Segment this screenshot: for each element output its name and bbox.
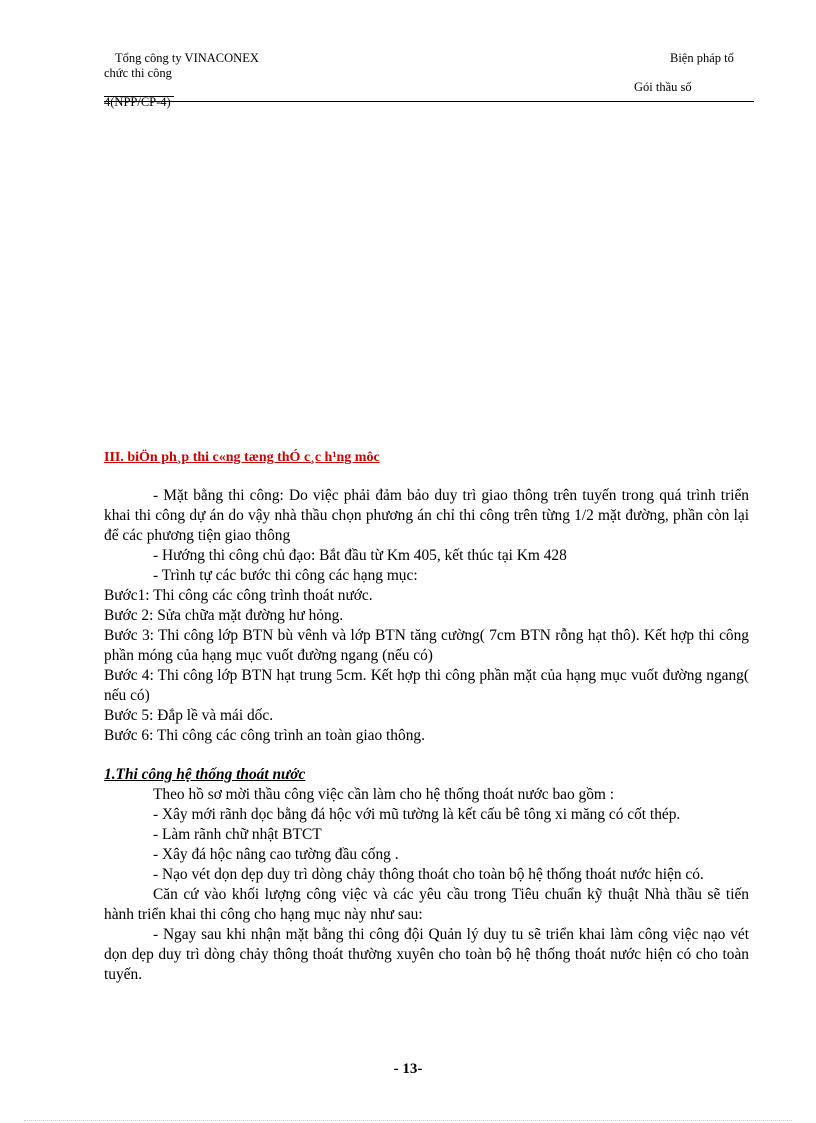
section-heading: III. biÖn ph¸p thi c«ng tæng thÓ c¸c h¹ng môc bbox=[104, 450, 380, 465]
step-item: Bước 3: Thi công lớp BTN bù vênh và lớp BTN tăng cường( 7cm BTN rỗng hạt thô). Kết hợp thi công phần móng của hạng mục vuốt đường ngang (nếu có) bbox=[104, 627, 749, 664]
header-strike-line bbox=[104, 96, 174, 97]
step-item: Bước 5: Đắp lề và mái dốc. bbox=[104, 707, 274, 724]
header-rule bbox=[104, 101, 754, 102]
step-item: Bước1: Thi công các công trình thoát nước. bbox=[104, 587, 373, 604]
header-doc-title: Biện pháp tổ bbox=[670, 51, 734, 65]
drainage-paragraph: - Xây đá hộc nâng cao tường đầu cống . bbox=[153, 846, 399, 863]
step-item: Bước 4: Thi công lớp BTN hạt trung 5cm. Kết hợp thi công phần mặt của hạng mục vuốt đường ngang( nếu có) bbox=[104, 667, 749, 704]
page-bottom-divider bbox=[24, 1120, 792, 1121]
header-package-label: Gói thầu số bbox=[634, 80, 692, 94]
subsection-title: 1.Thi công hệ thống thoát nước bbox=[104, 766, 306, 783]
header-doc-title-cont: chức thi công bbox=[104, 66, 172, 80]
drainage-paragraph: - Làm rãnh chữ nhật BTCT bbox=[153, 826, 322, 843]
drainage-paragraph: - Nạo vét dọn dẹp duy trì dòng chảy thông thoát cho toàn bộ hệ thống thoát nước hiện có. bbox=[153, 866, 704, 883]
intro-block bbox=[104, 486, 749, 746]
intro-paragraph: - Hướng thi công chủ đạo: Bắt đầu từ Km 405, kết thúc tại Km 428 bbox=[153, 547, 567, 564]
drainage-block bbox=[104, 765, 749, 985]
header-company: Tổng công ty VINACONEX bbox=[115, 51, 259, 65]
drainage-paragraph: - Ngay sau khi nhận mặt bằng thi công đội Quản lý duy tu sẽ triển khai làm công việc nạo vét dọn dẹp duy trì dòng chảy thông thoát thường xuyên cho toàn bộ hệ thống thoát nước hiện có cho toàn tuyến. bbox=[104, 926, 749, 983]
drainage-paragraph: - Xây mới rãnh dọc bằng đá hộc với mũ tường là kết cấu bê tông xi măng có cốt thép. bbox=[153, 806, 681, 823]
page-number: - 13- bbox=[393, 1061, 423, 1077]
step-item: Bước 6: Thi công các công trình an toàn giao thông. bbox=[104, 727, 425, 744]
step-item: Bước 2: Sửa chữa mặt đường hư hỏng. bbox=[104, 607, 344, 624]
drainage-paragraph: Theo hồ sơ mời thầu công việc cần làm cho hệ thống thoát nước bao gồm : bbox=[153, 786, 615, 803]
intro-paragraph: - Trình tự các bước thi công các hạng mục: bbox=[153, 567, 418, 584]
header-package-code: 4(NPP/CP-4) bbox=[104, 95, 171, 109]
intro-paragraph: - Mặt bằng thi công: Do việc phải đảm bảo duy trì giao thông trên tuyến trong quá trình triển khai thi công dự án do vậy nhà thầu chọn phương án chỉ thi công trên từng 1/2 mặt đường, phần còn lại để các phương tiện giao thông bbox=[104, 487, 749, 544]
drainage-paragraph: Căn cứ vào khối lượng công việc và các yêu cầu trong Tiêu chuẩn kỹ thuật Nhà thầu sẽ tiến hành triển khai thi công cho hạng mục này như sau: bbox=[104, 886, 749, 923]
